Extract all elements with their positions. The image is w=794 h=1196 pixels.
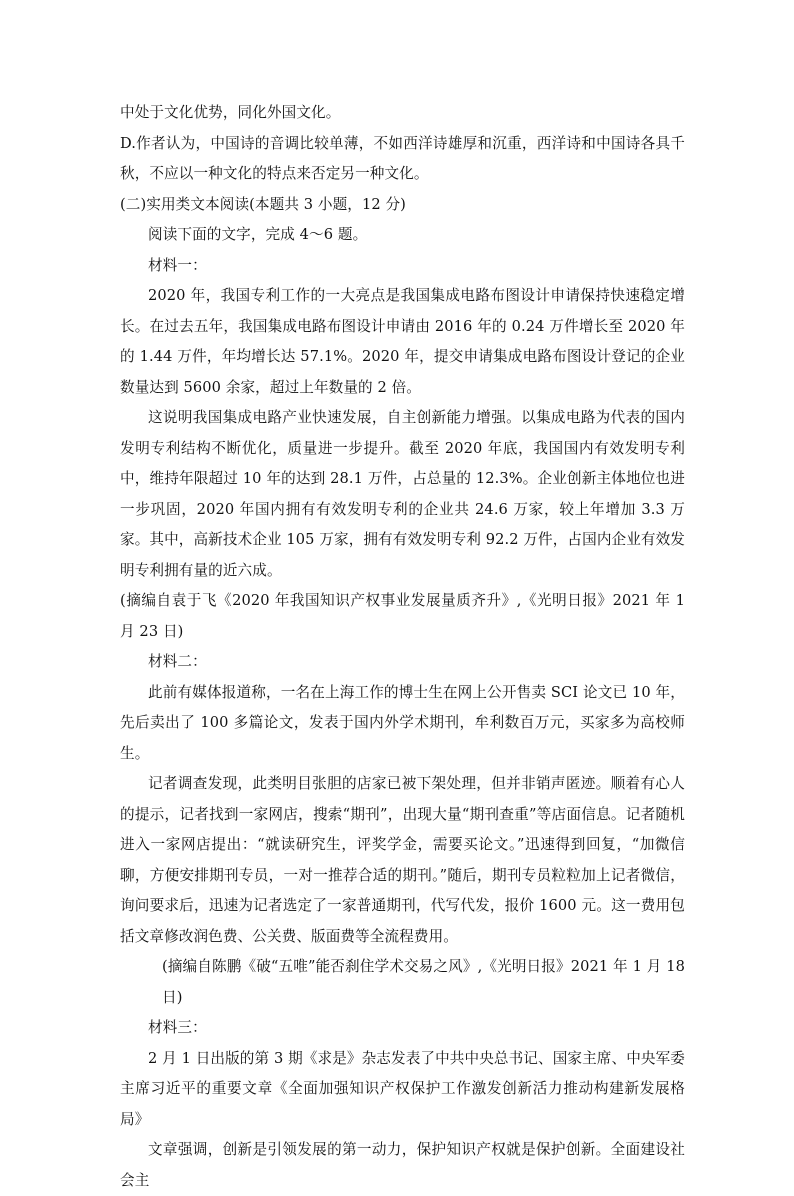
paragraph: 此前有媒体报道称，一名在上海工作的博士生在网上公开售卖 SCI 论文已 10 年，先后卖出了 100 多篇论文，发表于国内外学术期刊，牟利数百万元，买家多为高校师生。 [120,683,685,762]
paragraph: D.作者认为，中国诗的音调比较单薄，不如西洋诗雄厚和沉重，西洋诗和中国诗各具千秋，不应以一种文化的特点来否定另一种文化。 [120,134,685,182]
instruction-text: 阅读下面的文字，完成 4～6 题。 [148,226,368,243]
section-heading: (二)实用类文本阅读(本题共 3 小题，12 分) [120,195,406,213]
paragraph: 这说明我国集成电路产业快速发展，自主创新能力增强。以集成电路为代表的国内发明专利结构不断优化，质量进一步提升。截至 2020 年底，我国国内有效发明专利中，维持年限超过 10 年的达到 28.1 万件，占总量的 12.3%。企业创新主体地位也进一步巩固，2020 年国内拥有有效发明专利的企业共 24.6 万家，较上年增加 3.3 万家。其中，高新技术企业 105 万家，拥有有效发明专利 92.2 万件，占国内企业有效发明专利拥有量的近六成。 [120,409,685,579]
paragraph: 中处于文化优势，同化外国文化。 [120,104,341,121]
material-label: 材料一： [148,256,207,274]
paragraph: 记者调查发现，此类明目张胆的店家已被下架处理，但并非销声匿迹。顺着有心人的提示，记者找到一家网店，搜索“期刊”，出现大量“期刊查重”等店面信息。记者随机进入一家网店提出：“就读研究生，评奖学金，需要买论文。”迅速得到回复，“加微信聊，方便安排期刊专员，一对一推荐合适的期刊。”随后，期刊专员粒粒加上记者微信，询问要求后，迅速为记者选定了一家普通期刊，代写代发，报价 1600 元。这一费用包括文章修改润色费、公关费、版面费等全流程费用。 [120,775,685,945]
paragraph: 文章强调，创新是引领发展的第一动力，保护知识产权就是保护创新。全面建设社会主 [120,1141,685,1189]
source-citation: (摘编自陈鹏《破“五唯”能否刹住学术交易之风》,《光明日报》2021 年 1 月 18 日) [162,958,685,1006]
paragraph: 2 月 1 日出版的第 3 期《求是》杂志发表了中共中央总书记、国家主席、中央军委主席习近平的重要文章《全面加强知识产权保护工作激发创新活力推动构建新发展格局》 [120,1049,685,1128]
paragraph: 2020 年，我国专利工作的一大亮点是我国集成电路布图设计申请保持快速稳定增长。在过去五年，我国集成电路布图设计申请由 2016 年的 0.24 万件增长至 2020 年的 1.44 万件，年均增长达 57.1%。2020 年，提交申请集成电路布图设计登记的企业数量达到 5600 余家，超过上年数量的 2 倍。 [120,287,685,396]
source-citation: (摘编自袁于飞《2020 年我国知识产权事业发展量质齐升》,《光明日报》2021 年 1 月 23 日) [120,592,685,640]
article-body [120,98,685,1196]
material-label: 材料三： [148,1019,207,1036]
material-label: 材料二： [148,653,207,670]
